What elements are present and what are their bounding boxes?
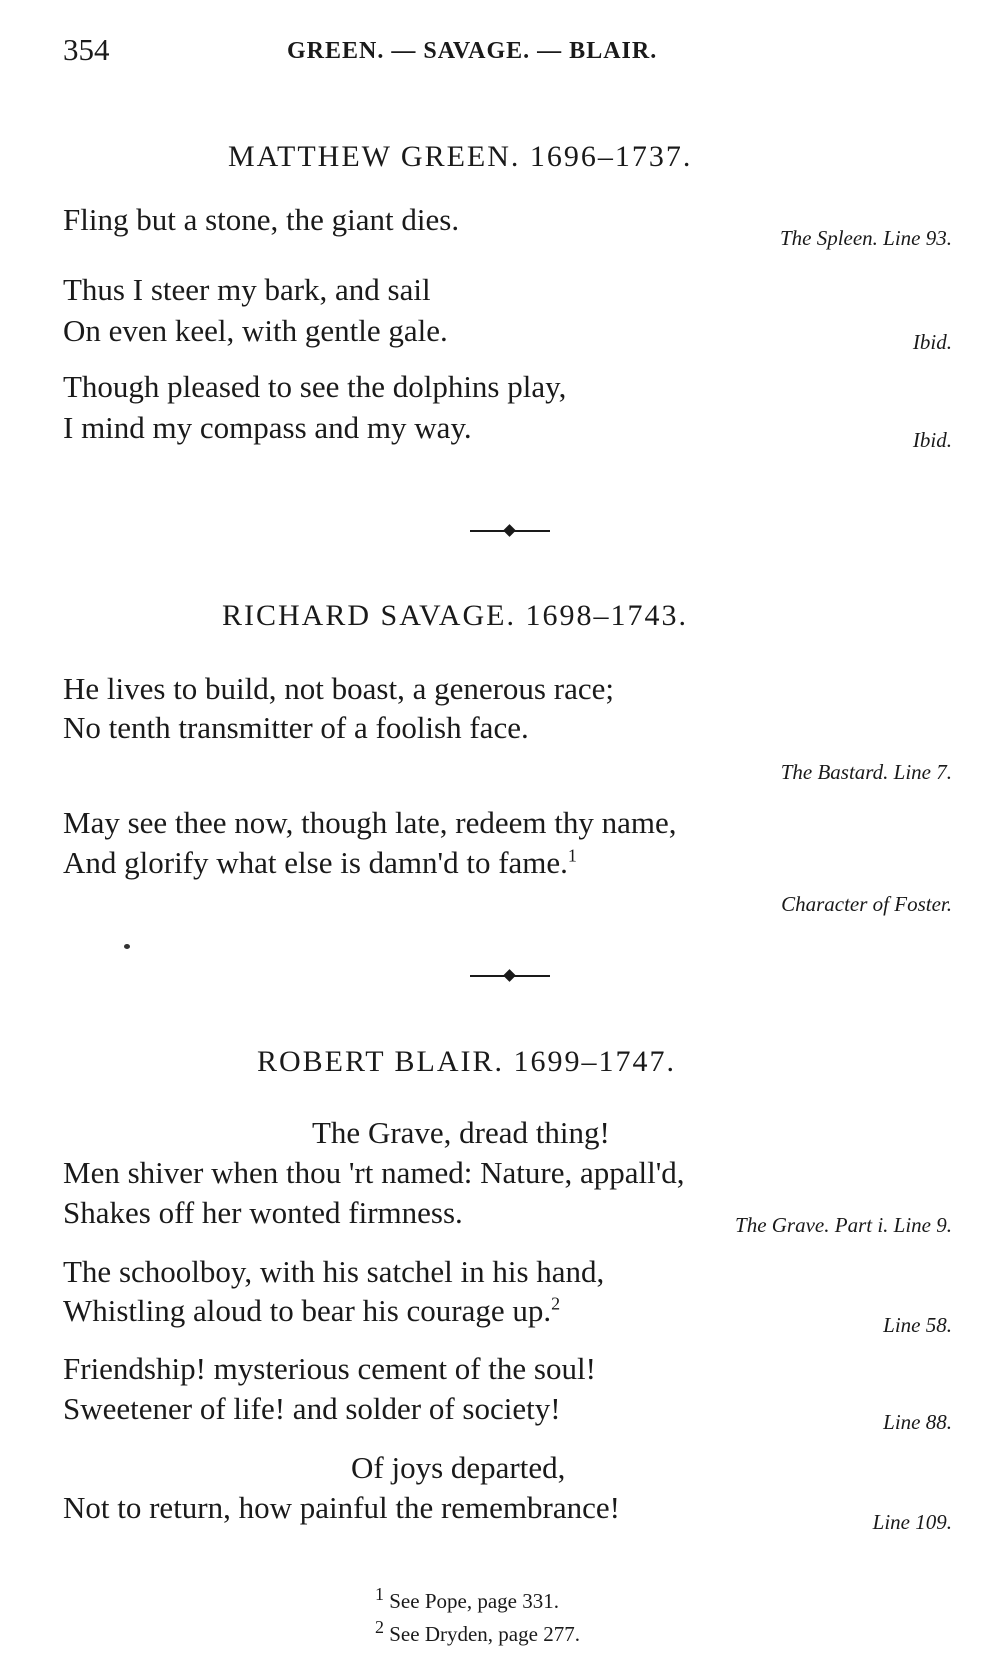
footnote-mark: 2 [375,1617,384,1637]
verse-line [63,845,577,881]
footnote-text: See Pope, page 331. [389,1589,559,1613]
citation: Ibid. [912,428,952,452]
footnote-mark: 1 [375,1584,384,1604]
print-speck [124,944,130,949]
citation: Character of Foster. [781,892,952,916]
verse-line: Though pleased to see the dolphins play, [63,369,567,404]
citation: The Grave. Part i. Line 9. [735,1213,952,1237]
verse-line: I mind my compass and my way. [63,410,472,445]
verse-line: Friendship! mysterious cement of the soul! [63,1351,596,1386]
verse-text: Whistling aloud to bear his courage up. [63,1293,552,1328]
citation: The Spleen. Line 93. [779,226,952,250]
citation: Ibid. [912,330,952,354]
verse-line: The Grave, dread thing! [312,1115,610,1150]
verse-line: Thus I steer my bark, and sail [63,272,431,307]
verse-line: Sweetener of life! and solder of society! [63,1391,561,1426]
author-heading-blair: ROBERT BLAIR. 1699–1747. [257,1045,677,1078]
citation: Line 58. [883,1313,952,1337]
citation: Line 109. [872,1510,952,1534]
running-head: GREEN. — SAVAGE. — BLAIR. [287,38,658,64]
footnote-text: See Dryden, page 277. [389,1622,580,1646]
verse-line: Not to return, how painful the remembrance! [63,1490,620,1525]
citation: Line 88. [883,1410,952,1434]
author-heading-green: MATTHEW GREEN. 1696–1737. [228,140,693,173]
section-divider [470,969,550,983]
verse-line: He lives to build, not boast, a generous race; [63,671,614,706]
verse-line: No tenth transmitter of a foolish face. [63,710,529,745]
verse-line: May see thee now, though late, redeem thy name, [63,805,677,840]
author-heading-savage: RICHARD SAVAGE. 1698–1743. [222,599,688,632]
page-number: 354 [63,32,110,67]
verse-line: The schoolboy, with his satchel in his hand, [63,1254,605,1289]
verse-line: Men shiver when thou 'rt named: Nature, appall'd, [63,1155,685,1190]
verse-line [63,1293,560,1329]
verse-line: Shakes off her wonted firmness. [63,1195,463,1230]
footnote [375,1584,559,1614]
citation: The Bastard. Line 7. [780,760,952,784]
verse-text: And glorify what else is damn'd to fame. [63,845,568,880]
footnote-mark: 2 [551,1293,561,1314]
section-divider [470,524,550,538]
verse-line: Fling but a stone, the giant dies. [63,202,460,237]
verse-line: On even keel, with gentle gale. [63,313,448,348]
verse-line: Of joys departed, [351,1450,566,1485]
footnote [375,1617,580,1647]
footnote-mark: 1 [567,845,577,866]
